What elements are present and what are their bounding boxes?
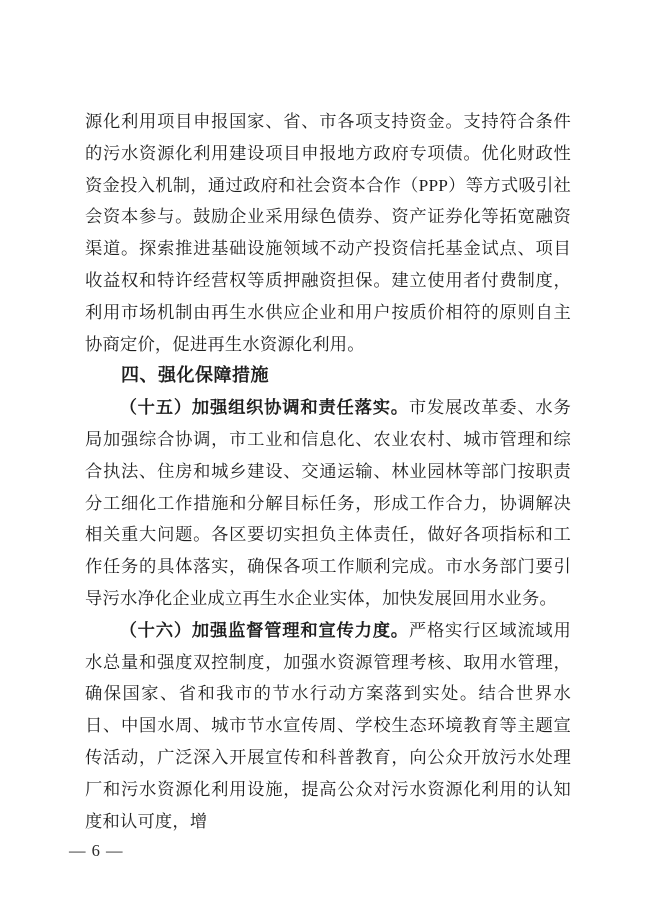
- clause-paragraph-16: [85, 615, 571, 838]
- clause-lead-16: （十六）加强监督管理和宣传力度。: [119, 620, 409, 640]
- page-number: — 6 —: [69, 841, 124, 860]
- clause-lead-15: （十五）加强组织协调和责任落实。: [119, 398, 409, 418]
- clause-text-15: 市发展改革委、水务局加强综合协调，市工业和信息化、农业农村、城市管理和综合执法、住房和城乡建设、交通运输、林业园林等部门按职责分工细化工作措施和分解目标任务，形成工作合力，协调解决相关重大问题。各区要切实担负主体责任，做好各项指标和工作任务的具体落实，确保各项工作顺利完成。市水务部门要引导污水净化企业成立再生水企业实体，加快发展回用水业务。: [85, 398, 571, 608]
- clause-paragraph-15: [85, 392, 571, 615]
- page-body-text: [85, 106, 571, 837]
- section-heading: 四、强化保障措施: [121, 365, 269, 386]
- clause-text-16: 严格实行区域流域用水总量和强度双控制度，加强水资源管理考核、取用水管理，确保国家、省和我市的节水行动方案落到实处。结合世界水日、中国水周、城市节水宣传周、学校生态环境教育等主题宣传活动，广泛深入开展宣传和科普教育，向公众开放污水处理厂和污水资源化利用设施，提高公众对污水资源化利用的认知度和认可度，增: [85, 620, 571, 831]
- continuation-paragraph: 源化利用项目申报国家、省、市各项支持资金。支持符合条件的污水资源化利用建设项目申报地方政府专项债。优化财政性资金投入机制，通过政府和社会资本合作（PPP）等方式吸引社会资本参与。鼓励企业采用绿色债券、资产证券化等拓宽融资渠道。探索推进基础设施领域不动产投资信托基金试点、项目收益权和特许经营权等质押融资担保。建立使用者付费制度，利用市场机制由再生水供应企业和用户按质价相符的原则自主协商定价，促进再生水资源化利用。: [85, 112, 571, 354]
